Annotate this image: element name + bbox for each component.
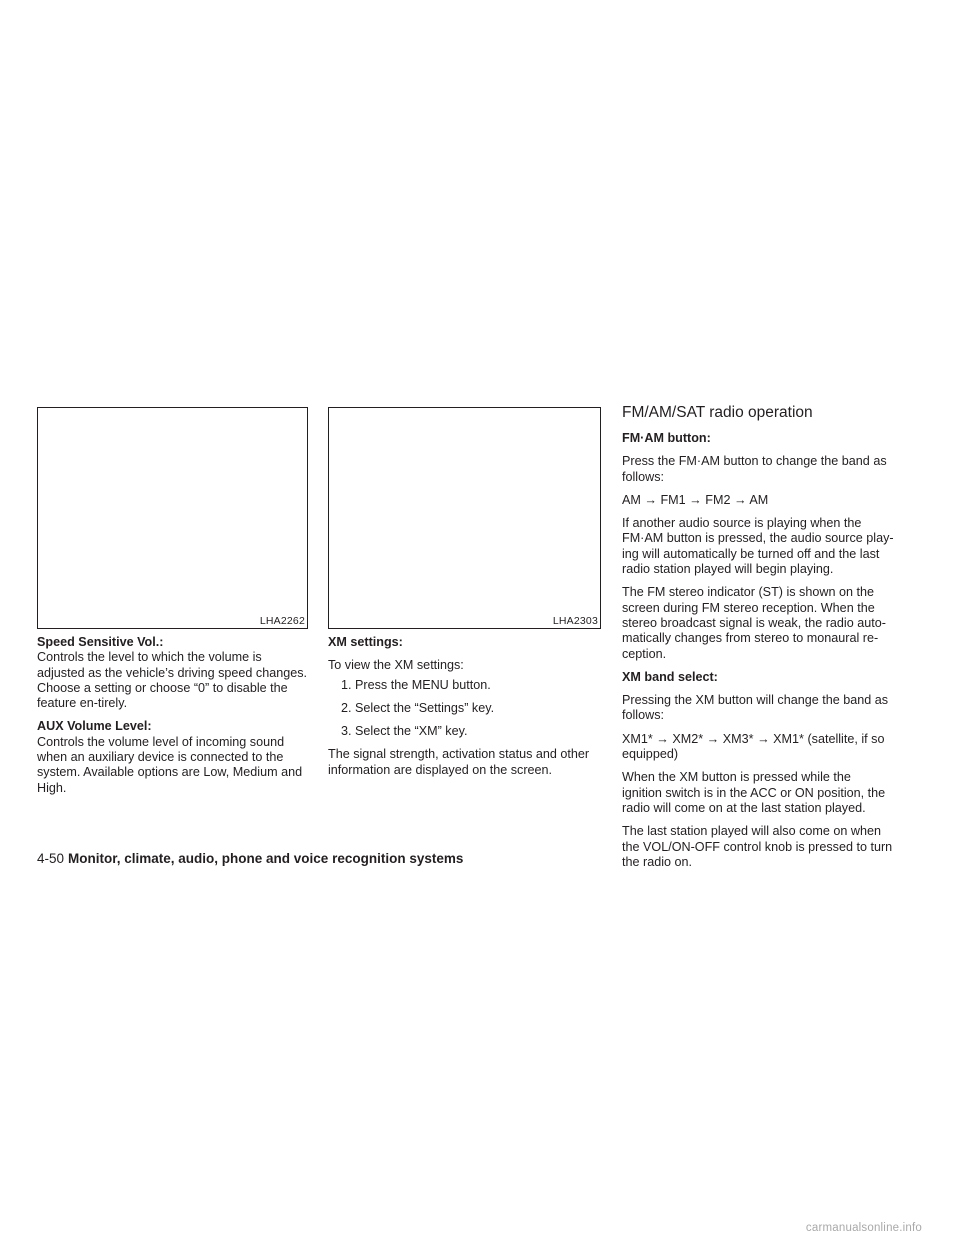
- xm-band-text-2: When the XM button is pressed while the ignition switch is in the ACC or ON position, the radio will come on at the last station played.: [622, 770, 886, 815]
- page-footer: [37, 851, 463, 867]
- aux-volume-heading: AUX Volume Level:: [37, 719, 152, 734]
- speed-sensitive-text: Controls the level to which the volume is adjusted as the vehicle’s driving speed changes. Choose a setting or choose “0” to disable the feature en-tirely.: [37, 650, 308, 711]
- speed-sensitive-heading: Speed Sensitive Vol.:: [37, 635, 164, 649]
- fmam-text-3: The FM stereo indicator (ST) is shown on the screen during FM stereo reception. When the stereo broadcast signal is weak, the radio auto-matically changes from stereo to monaural re-ception.: [622, 585, 886, 661]
- figure-code: LHA2303: [552, 615, 598, 627]
- xm-settings-intro: To view the XM settings:: [328, 658, 464, 673]
- page-number: 4-50: [37, 851, 65, 866]
- figure-code: LHA2262: [259, 615, 305, 627]
- left-column: [37, 407, 308, 804]
- xm-band-text: Pressing the XM button will change the band as follows:: [622, 693, 889, 723]
- watermark: carmanualsonline.info: [805, 1222, 922, 1234]
- fmam-text-2: If another audio source is playing when the FM·AM button is pressed, the audio source play-ing will automatically be turned off and the last radio station played will begin playing.: [622, 516, 894, 577]
- aux-volume-text: Controls the volume level of incoming sound when an auxiliary device is connected to the system. Available options are Low, Medium and High.: [37, 734, 303, 795]
- figure-speed-sensitive-vol: [37, 407, 308, 629]
- right-column: [622, 403, 894, 870]
- chapter-title: Monitor, climate, audio, phone and voice recognition systems: [68, 851, 464, 866]
- step-item: 1. Press the MENU button.: [341, 677, 491, 692]
- xm-settings-outro: The signal strength, activation status and other information are displayed on the screen.: [328, 747, 590, 777]
- middle-column: [328, 407, 601, 786]
- xm-settings-heading: XM settings:: [328, 635, 403, 649]
- step-item: 3. Select the “XM” key.: [341, 724, 468, 739]
- xm-band-text-3: The last station played will also come on when the VOL/ON-OFF control knob is pressed to turn the radio on.: [622, 824, 893, 869]
- xm-band-heading: XM band select:: [622, 669, 718, 684]
- fmam-text: Press the FM·AM button to change the band as follows:: [622, 454, 887, 484]
- figure-xm-settings: [328, 407, 601, 629]
- step-item: 2. Select the “Settings” key.: [341, 700, 495, 715]
- fmam-sequence: AM → FM1 → FM2 → AM: [622, 492, 769, 507]
- xm-band-sequence: XM1* → XM2* → XM3* → XM1* (satellite, if so equipped): [622, 731, 885, 762]
- section-title: FM/AM/SAT radio operation: [622, 404, 813, 421]
- fmam-button-heading: FM·AM button:: [622, 431, 711, 445]
